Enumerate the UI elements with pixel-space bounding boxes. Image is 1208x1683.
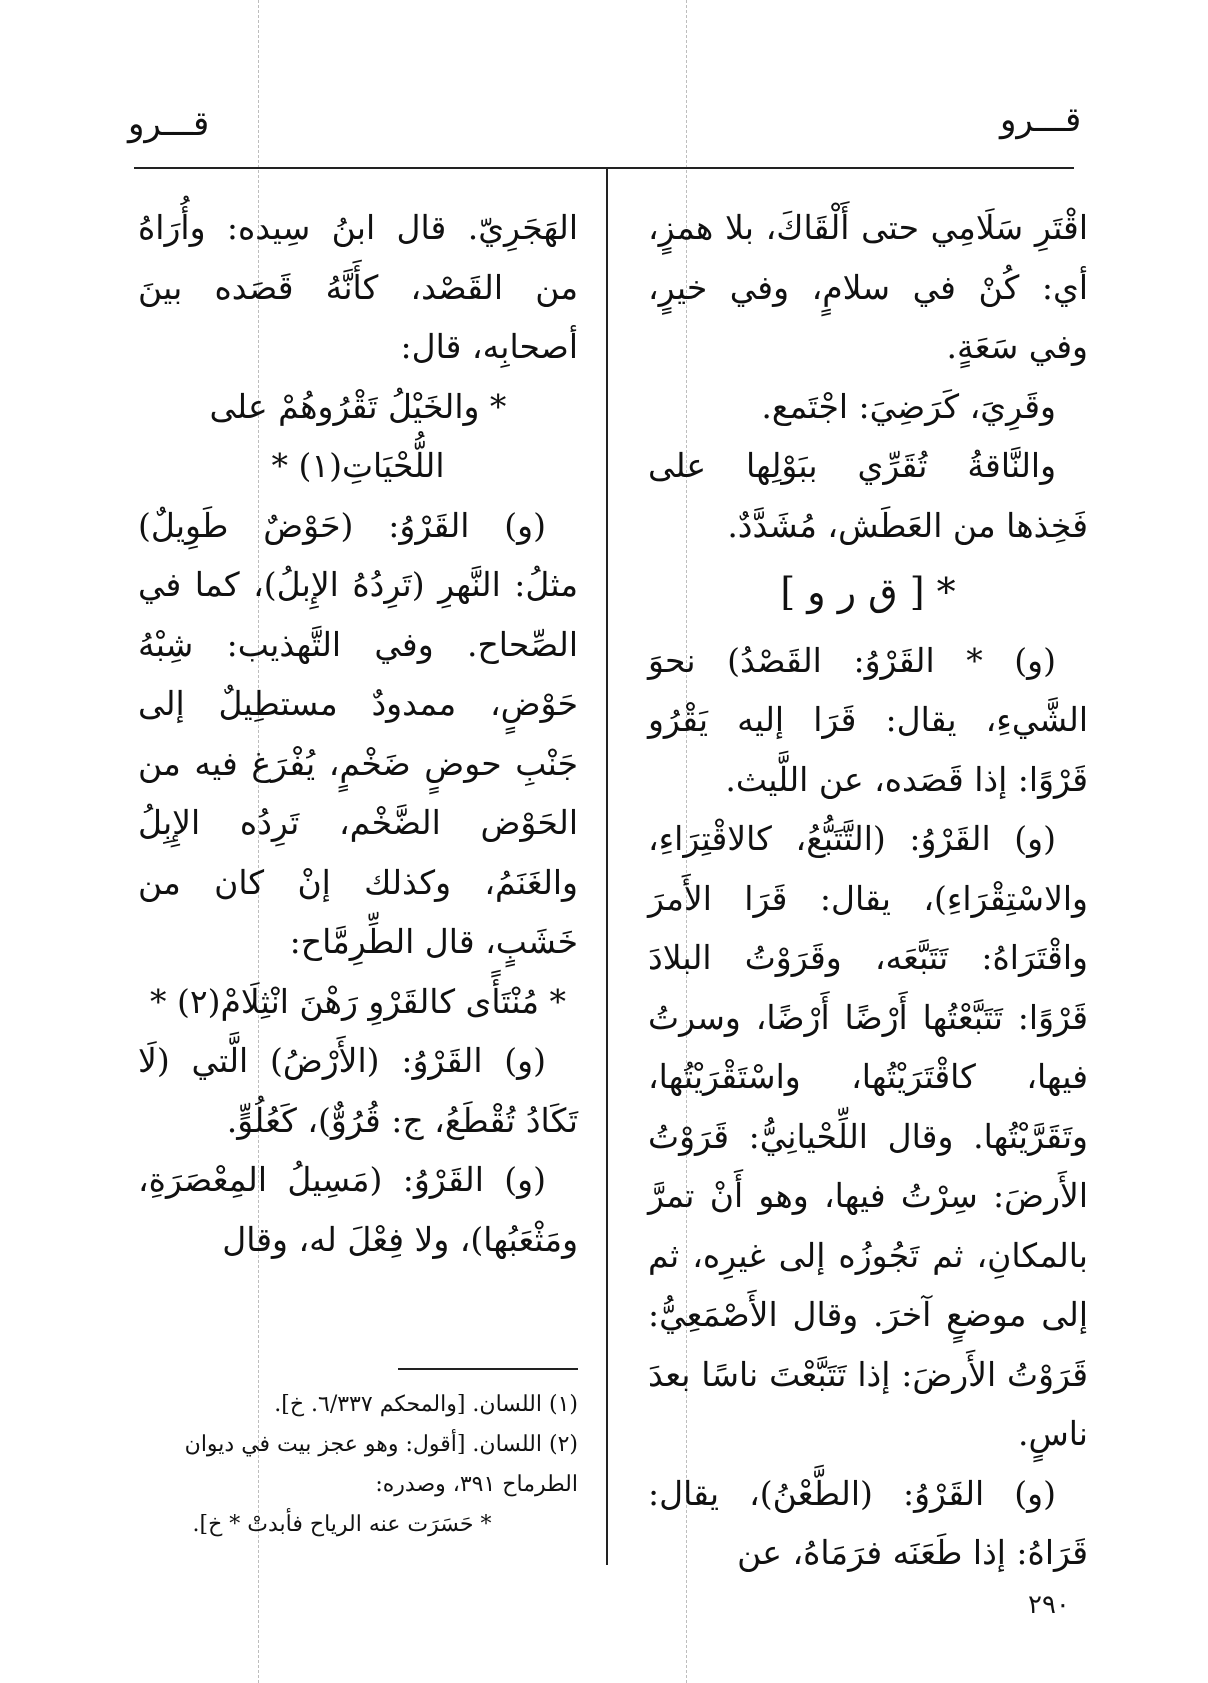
footnote-verse: * حَسَرَت عنه الرياح فأبدتْ * خ]. xyxy=(192,1512,492,1537)
running-header-right: قـــرو xyxy=(1000,100,1082,140)
running-header-left: قـــرو xyxy=(128,104,210,144)
paragraph: والنَّاقةُ تُقَرِّي ببَوْلِها على فَخِذها من العَطَش، مُشَدَّدٌ. xyxy=(648,446,1088,545)
footnotes xyxy=(138,1385,578,1545)
paragraph: وقَرِيَ، كَرَضِيَ: اجْتَمع. xyxy=(761,386,1056,426)
paragraph: اقْتَرِ سَلَامِي حتى أَلْقَاكَ، بلا همزٍ، أي: كُنْ في سلامٍ، وفي خيرٍ، وفي سَعَةٍ. xyxy=(648,208,1088,366)
verse: * مُنْتَأًى كالقَرْوِ رَهْنَ انْثِلَامْ(٢) * xyxy=(150,981,566,1021)
column-divider xyxy=(606,167,608,1565)
header-rule xyxy=(134,167,1074,169)
paragraph: (و) القَرْوُ: (الطَّعْنُ)، يقال: قَرَاهُ: إذا طَعَنَه فرَمَاهُ، عن xyxy=(648,1473,1088,1572)
verse: * والخَيْلُ تَقْرُوهُمْ على اللُّحْيَاتِ(١) * xyxy=(209,386,507,485)
paragraph: (و) القَرْوُ: (مَسِيلُ المِعْصَرَةِ، ومَثْعَبُها)، ولا فِعْلَ له، وقال xyxy=(138,1160,578,1259)
paragraph: (و) القَرْوُ: (حَوْضٌ طَوِيلٌ) مثلُ: النَّهرِ (تَرِدُهُ الإِبلُ)، كما في الصِّحاح. وفي التَّهذيب: شِبْهُ حَوْضٍ، ممدودٌ مستطِيلٌ إلى جَنْبِ حوضٍ ضَخْمٍ، يُفْرَغ فيه من الحَوْض الضَّخْم، تَرِدُه الإِبِلُ والغَنَمُ، وكذلك إنْ كان من خَشَبٍ، قال الطِّرِمَّاح: xyxy=(138,505,578,961)
paragraph: (و) * القَرْوُ: القَصْدُ) نحوَ الشَّيءِ، يقال: قَرَا إليه يَقْرُو قَرْوًا: إذا قَصَده، عن اللَّيث. xyxy=(648,640,1088,799)
paragraph: (و) القَرْوُ: (التَّتَبُّعُ، كالاقْتِرَاءِ، والاسْتِقْرَاءِ)، يقال: قَرَا الأَمرَ واقْتَرَاهُ: تَتَبَّعَه، وقَرَوْتُ البلادَ قَرْوًا: تَتَبَّعْتُها أَرْضًا أَرْضًا، وسرتُ فيها، كاقْتَرَيْتُها، واسْتَقْرَيْتُها، وتَقَرَّيْتُها. وقال اللِّحْيانِيُّ: قَرَوْتُ الأَرضَ: سِرْتُ فيها، وهو أَنْ تمرَّ بالمكانِ، ثم تَجُوزُه إلى غيرِه، ثم إلى موضعٍ آخرَ. وقال الأَصْمَعِيُّ: قَرَوْتُ الأَرضَ: إذا تَتَبَّعْتَ ناسًا بعدَ ناسٍ. xyxy=(648,819,1088,1453)
right-column xyxy=(648,198,1088,1583)
footnote: (١) اللسان. [والمحكم ٦/٣٣٧. خ]. xyxy=(274,1392,578,1417)
footnote: (٢) اللسان. [أقول: وهو عجز بيت في ديوان الطرماح ٣٩١، وصدره: xyxy=(184,1432,578,1497)
page-number: ٢٩٠ xyxy=(1028,1590,1070,1620)
paragraph: (و) القَرْوُ: (الأَرْضُ) الَّتي (لَا تَكَادُ تُقْطَعُ، ج: قُرُوٌّ)، كَعُلُوٍّ. xyxy=(138,1041,578,1140)
paragraph: الهَجَرِيّ. قال ابنُ سِيده: وأُرَاهُ من القَصْد، كأَنَّهُ قَصَده بينَ أصحابِه، قال: xyxy=(138,208,578,366)
entry-heading: * [ ق ر و ] xyxy=(780,570,956,614)
left-column xyxy=(138,198,578,1269)
footnote-rule xyxy=(398,1368,578,1370)
